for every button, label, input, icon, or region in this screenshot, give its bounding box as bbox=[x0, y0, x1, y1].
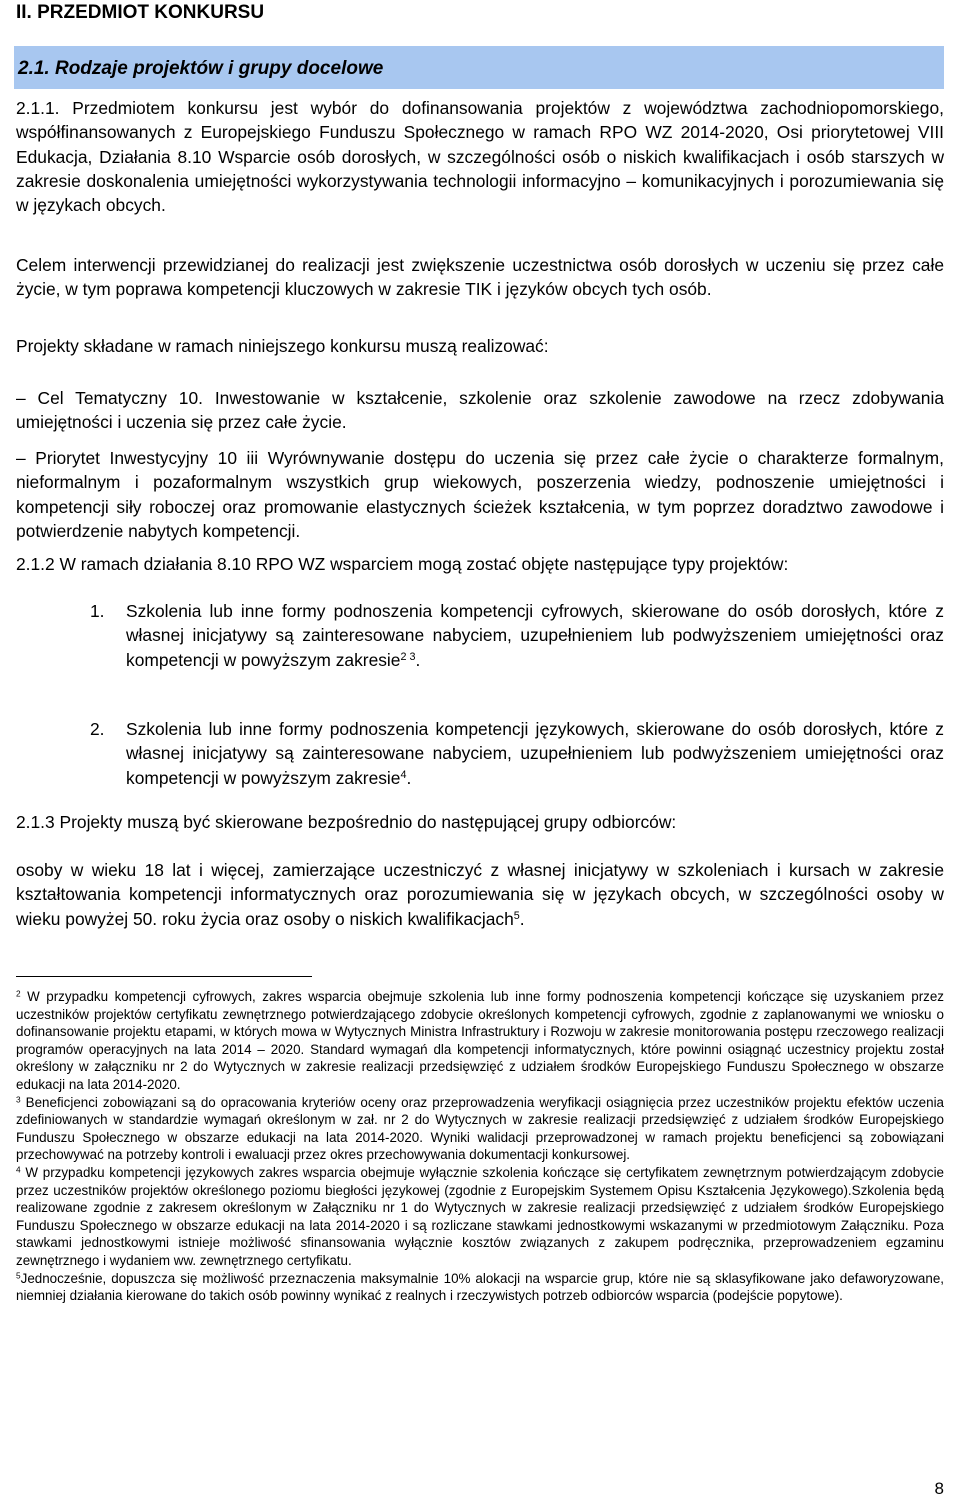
paragraph-2-1-1 bbox=[16, 96, 944, 217]
list-end: . bbox=[406, 767, 412, 788]
footnote bbox=[16, 988, 944, 1094]
paragraph-text: Celem interwencji przewidzianej do realizacji jest zwiększenie uczestnictwa osób dorosłych w uczeniu się przez całe życie, w tym poprawa kompetencji kluczowych w zakresie TIK i języków obcych tych osób. bbox=[16, 255, 944, 300]
footnote-ref: 5 bbox=[513, 909, 520, 922]
list-number: 2. bbox=[90, 719, 105, 739]
footnote bbox=[16, 1094, 944, 1164]
footnote-ref: 2 3 bbox=[400, 650, 416, 663]
paragraph-end: . bbox=[519, 908, 525, 929]
paragraph-text: Projekty składane w ramach niniejszego konkursu muszą realizować: bbox=[16, 336, 549, 356]
paragraph-osoby bbox=[16, 858, 944, 931]
footnote-text: Beneficjenci zobowiązani są do opracowania kryteriów oceny oraz przeprowadzenia weryfikacji osiągnięcia przez uczestników projektu efektów uczenia zdefiniowanych w standardzie wymagań określonym w zał. nr 2 do Wytycznych w zakresie realizacji przedsięwzięć z udziałem środków Europejskiego Funduszu Społecznego w obszarze edukacji na lata 2014-2020. Wyniki walidacji przeprowadzonej w ramach projektu beneficjenci są zobowiązani przechowywać na potrzeby kontroli i ewaluacji przez okres przechowywania dokumentacji konkursowej. bbox=[16, 1094, 944, 1163]
paragraph-text: osoby w wieku 18 lat i więcej, zamierzające uczestniczyć z własnej inicjatywy w szkoleniach i kursach w zakresie kształtowania kompetencji informatycznych oraz porozumiewania się w językach obcych, w szczególności osoby w wieku powyżej 50. roku życia oraz osoby o niskich kwalifikacjach bbox=[16, 860, 944, 929]
list-text: Szkolenia lub inne formy podnoszenia kompetencji językowych, skierowane do osób dorosłych, które z własnej inicjatywy są zainteresowane nabyciem, uzupełnieniem lub podwyższeniem umiejętności oraz kompetencji w powyższym zakresie bbox=[126, 719, 944, 788]
subsection-title: 2.1. Rodzaje projektów i grupy docelowe bbox=[18, 58, 384, 79]
paragraph-text: – Cel Tematyczny 10. Inwestowanie w kształcenie, szkolenie oraz szkolenie zawodowe na rzecz zdobywania umiejętności i uczenia się przez całe życie. bbox=[16, 388, 944, 433]
footnote-number: 3 bbox=[16, 1094, 21, 1104]
page-number: 8 bbox=[934, 1479, 944, 1498]
paragraph-2-1-3 bbox=[16, 810, 944, 834]
paragraph-text: 2.1.1. Przedmiotem konkursu jest wybór do dofinansowania projektów z województwa zachodniopomorskiego, współfinansowanych z Europejskiego Funduszu Społecznego w ramach RPO WZ 2014-2020, Osi priorytetowej VIII Edukacja, Działania 8.10 Wsparcie osób dorosłych, w szczególności osób o niskich kwalifikacjach i osób starszych w zakresie doskonalenia umiejętności wykorzystywania technologii informacyjno – komunikacyjnych i porozumiewania się w językach obcych. bbox=[16, 98, 944, 216]
paragraph-priorytet bbox=[16, 446, 944, 543]
footnote-text: W przypadku kompetencji cyfrowych, zakres wsparcia obejmuje szkolenia lub inne formy podnoszenia kompetencji kończące się uzyskaniem przez uczestników projektów certyfikatu zewnętrznego potwierdzającego zdobycie określonych kompetencji cyfrowych, zgodnie z zaplanowanymi we wniosku o dofinansowanie projektu etapami, w których mowa w Wytycznych Ministra Infrastruktury i Rozwoju w zakresie monitorowania postępu rzeczowego realizacji programów operacyjnych na lata 2014 – 2020. Standard wymagań dla kompetencji informatycznych, które powinni osiągnąć uczestnicy projektu został określony w załączniku nr 2 do Wytycznych w zakresie realizacji przedsięwzięć z udziałem środków Europejskiego Funduszu Społecznego w obszarze edukacji na lata 2014-2020. bbox=[16, 989, 944, 1092]
paragraph-projekty bbox=[16, 334, 944, 358]
list-item bbox=[16, 599, 944, 672]
paragraph-text: – Priorytet Inwestycyjny 10 iii Wyrównywanie dostępu do uczenia się przez całe życie o charakterze formalnym, nieformalnym i pozaformalnym wszystkich grup wiekowych, poszerzenia wiedzy, podnoszenie umiejętności i kompetencji siły roboczej oraz promowanie elastycznych ścieżek kształcenia, w tym poprzez doradztwo zawodowe i potwierdzenie nabytych kompetencji. bbox=[16, 448, 944, 541]
footnotes bbox=[16, 988, 944, 1305]
list-end: . bbox=[415, 649, 421, 670]
footnote bbox=[16, 1270, 944, 1305]
paragraph-celem bbox=[16, 253, 944, 302]
footnote-number: 5 bbox=[16, 1269, 21, 1280]
paragraph-text: 2.1.3 Projekty muszą być skierowane bezpośrednio do następującej grupy odbiorców: bbox=[16, 812, 677, 832]
list-item bbox=[16, 717, 944, 790]
footnote-text: Jednocześnie, dopuszcza się możliwość przeznaczenia maksymalnie 10% alokacji na wsparcie grup, które nie są sklasyfikowane jako defaworyzowane, niemniej działania kierowane do takich osób powinny wynikać z realnych i rzeczywistych potrzeb odbiorców wsparcia (podejście popytowe). bbox=[16, 1270, 944, 1304]
list-text: Szkolenia lub inne formy podnoszenia kompetencji cyfrowych, skierowane do osób dorosłych, które z własnej inicjatywy są zainteresowane nabyciem, uzupełnieniem lub podwyższeniem umiejętności oraz kompetencji w powyższym zakresie bbox=[126, 601, 944, 670]
footnote-ref: 4 bbox=[400, 768, 407, 781]
footnote-number: 2 bbox=[16, 988, 21, 999]
list-number: 1. bbox=[90, 601, 105, 621]
footnote-number: 4 bbox=[16, 1164, 21, 1175]
paragraph-2-1-2 bbox=[16, 552, 944, 576]
footnote bbox=[16, 1164, 944, 1270]
footnote-separator bbox=[16, 976, 312, 977]
footnote-text: W przypadku kompetencji językowych zakres wsparcia obejmuje wyłącznie szkolenia kończące się certyfikatem zewnętrznym potwierdzającym zdobycie przez uczestników projektów określonego poziomu biegłości językowej (zgodnie z Europejskim Systemem Opisu Kształcenia Językowego).Szkolenia będą realizowane zgodnie z zakresem określonym w Załączniku nr 1 do Wytycznych w zakresie realizacji przedsięwzięć z udziałem środków Europejskiego Funduszu Społecznego w obszarze edukacji na lata 2014-2020 i są rozliczane stawkami jednostkowymi wskazanymi w przedmiotowym Załączniku. Poza stawkami jednostkowymi istnieje możliwość sfinansowania wyłącznie kosztów związanych z zakupem podręcznika, przeprowadzeniem egzaminu zewnętrznego i wydaniem ww. zewnętrznego certyfikatu. bbox=[16, 1164, 944, 1268]
section-title: II. PRZEDMIOT KONKURSU bbox=[16, 2, 265, 23]
paragraph-cel-tematyczny bbox=[16, 386, 944, 435]
paragraph-text: 2.1.2 W ramach działania 8.10 RPO WZ wsparciem mogą zostać objęte następujące typy projektów: bbox=[16, 554, 789, 574]
